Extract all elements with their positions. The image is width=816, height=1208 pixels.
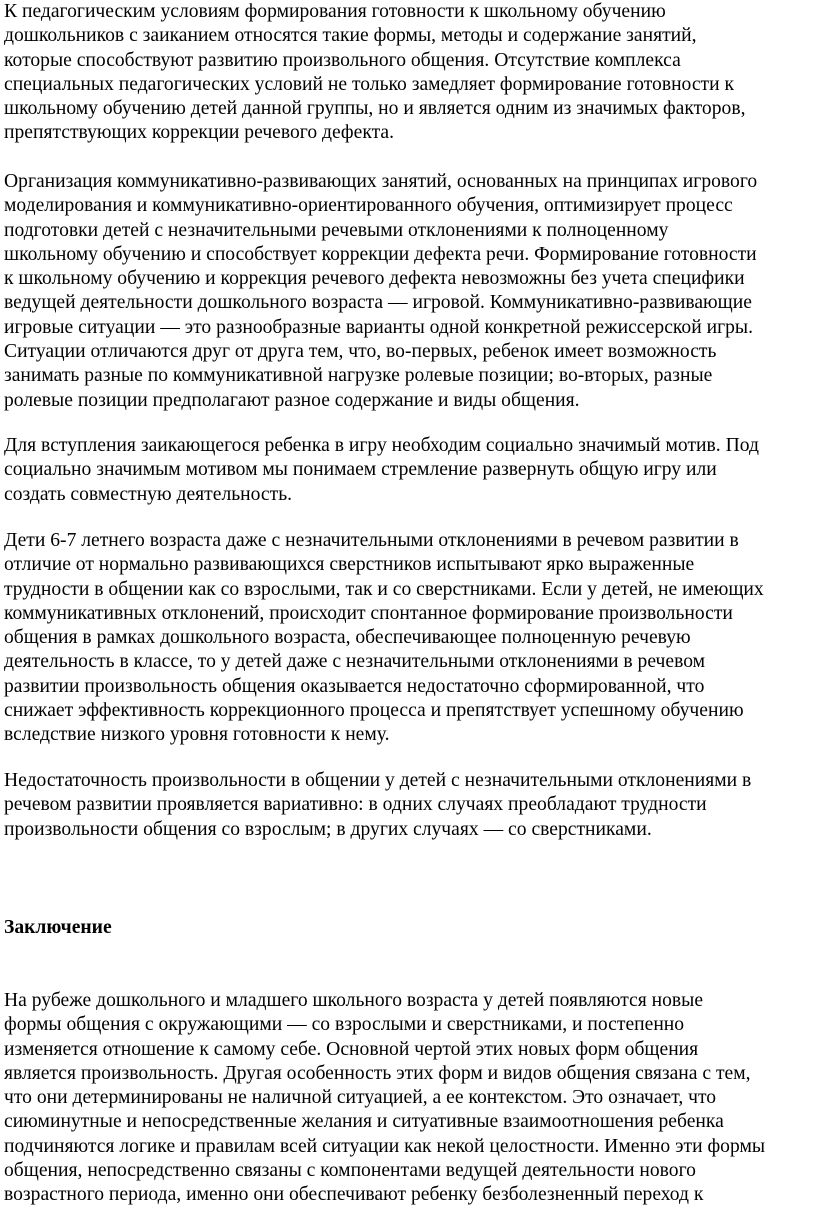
- text-line: коммуникативных отклонений, происходит спонтанное формирование произвольности: [4, 602, 733, 624]
- text-line: Ситуации отличаются друг от друга тем, что, во-первых, ребенок имеет возможность: [4, 341, 717, 363]
- text-line: что они детерминированы не наличной ситуацией, а ее контекстом. Это означает, что: [4, 1087, 717, 1109]
- text-line: подготовки детей с незначительными речевыми отклонениями к полноценному: [4, 219, 669, 241]
- text-line: развитии произвольность общения оказывается недостаточно сформированной, что: [4, 675, 705, 697]
- paragraph-4: [4, 529, 814, 748]
- text-line: возрастного периода, именно они обеспечивают ребенку безболезненный переход к: [4, 1184, 704, 1206]
- text-line: является произвольность. Другая особенность этих форм и видов общения связана с тем,: [4, 1062, 751, 1084]
- text-line: формы общения с окружающими — со взрослыми и сверстниками, и постепенно: [4, 1014, 685, 1036]
- text-line: социально значимым мотивом мы понимаем стремление развернуть общую игру или: [4, 459, 717, 481]
- text-line: подчиняются логике и правилам всей ситуации как некой целостности. Именно эти формы: [4, 1135, 766, 1157]
- text-line: Организация коммуникативно-развивающих занятий, основанных на принципах игрового: [4, 171, 758, 192]
- text-line: ведущей деятельности дошкольного возраста — игровой. Коммуникативно-развивающие: [4, 292, 752, 314]
- text-line: ролевые позиции предполагают разное содержание и виды общения.: [4, 389, 580, 411]
- paragraph-2: [4, 170, 814, 413]
- text-line: вследствие низкого уровня готовности к нему.: [4, 724, 390, 746]
- text-line: деятельность в классе, то у детей даже с незначительными отклонениями в речевом: [4, 651, 706, 673]
- text-line: Дети 6-7 летнего возраста даже с незначительными отклонениями в речевом развитии в: [4, 530, 739, 551]
- text-line: На рубеже дошкольного и младшего школьного возраста у детей появляются новые: [4, 990, 704, 1011]
- text-line: к школьному обучению и коррекция речевого дефекта невозможны без учета специфики: [4, 268, 745, 290]
- text-line: создать совместную деятельность.: [4, 483, 293, 505]
- text-line: отличие от нормально развивающихся сверстников испытывают ярко выраженные: [4, 554, 695, 576]
- text-line: занимать разные по коммуникативной нагрузке ролевые позиции; во-вторых, разные: [4, 365, 713, 387]
- text-line: снижает эффективность коррекционного процесса и препятствует успешному обучению: [4, 700, 744, 722]
- text-line: препятствующих коррекции речевого дефекта.: [4, 122, 394, 144]
- text-line: Для вступления заикающегося ребенка в игру необходим социально значимый мотив. Под: [4, 435, 759, 456]
- text-line: трудности в общении как со взрослыми, так и со сверстниками. Если у детей, не имеющих: [4, 578, 764, 600]
- section-heading: Заключение: [4, 917, 112, 938]
- text-line: игровые ситуации — это разнообразные варианты одной конкретной режиссерской игры.: [4, 316, 753, 338]
- text-line: дошкольников с заиканием относятся такие формы, методы и содержание занятий,: [4, 25, 697, 47]
- text-line: сиюминутные и непосредственные желания и ситуативные взаимоотношения ребенка: [4, 1111, 724, 1133]
- text-line: изменяется отношение к самому себе. Основной чертой этих новых форм общения: [4, 1038, 699, 1060]
- text-line: которые способствуют развитию произвольного общения. Отсутствие комплекса: [4, 49, 681, 71]
- text-line: общения в рамках дошкольного возраста, обеспечивающее полноценную речевую: [4, 627, 691, 649]
- text-line: общения, непосредственно связаны с компонентами ведущей деятельности нового: [4, 1160, 696, 1182]
- text-line: специальных педагогических условий не только замедляет формирование готовности к: [4, 73, 735, 95]
- paragraph-1: [4, 0, 814, 146]
- paragraph-5: [4, 769, 814, 842]
- text-line: моделирования и коммуникативно-ориентированного обучения, оптимизирует процесс: [4, 195, 733, 217]
- text-line: школьному обучению и способствует коррекции дефекта речи. Формирование готовности: [4, 243, 757, 265]
- text-line: К педагогическим условиям формирования готовности к школьному обучению: [4, 1, 666, 22]
- text-line: речевом развитии проявляется вариативно: в одних случаях преобладают трудности: [4, 794, 707, 816]
- paragraph-3: [4, 434, 814, 507]
- text-line: Недостаточность произвольности в общении у детей с незначительными отклонениями в: [4, 770, 752, 791]
- text-line: школьному обучению детей данной группы, но и является одним из значимых факторов,: [4, 98, 746, 120]
- conclusion-paragraph: [4, 989, 814, 1208]
- text-line: произвольности общения со взрослым; в других случаях — со сверстниками.: [4, 818, 652, 840]
